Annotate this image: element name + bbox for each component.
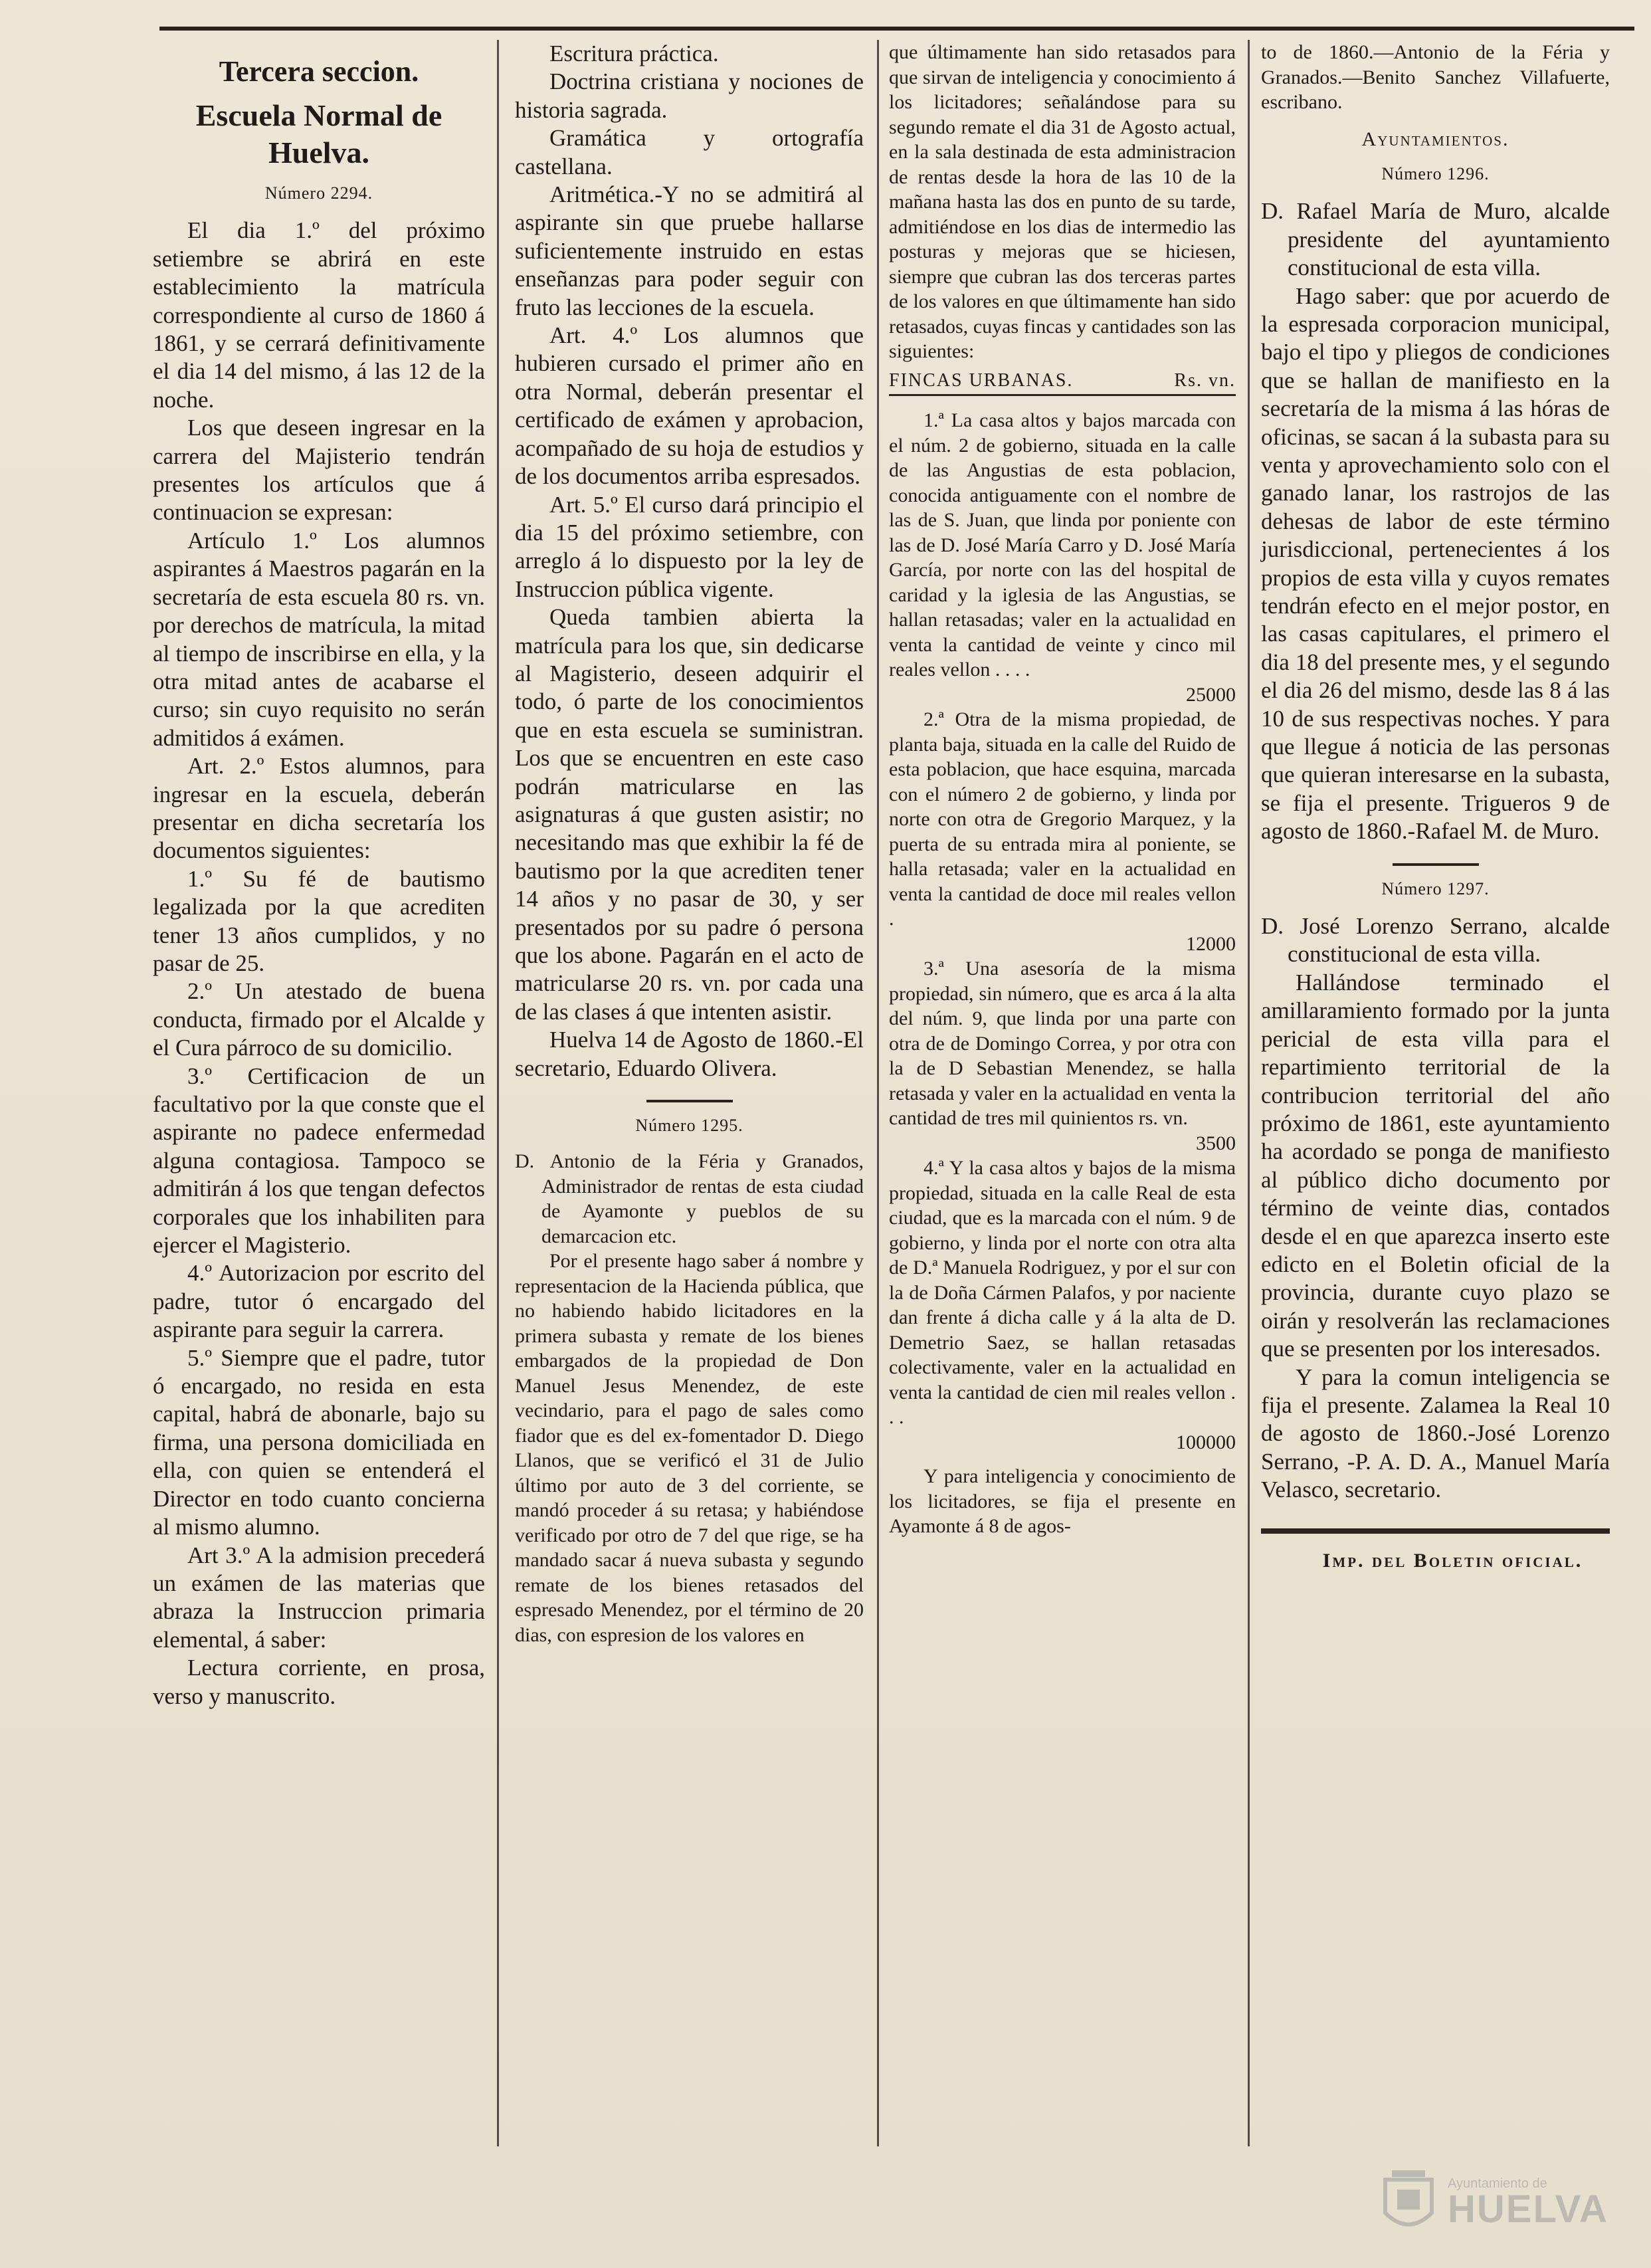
table-rule	[889, 394, 1236, 396]
separator-rule	[646, 1100, 733, 1102]
paragraph: que últimamente han sido retasados para que sirvan de inteligencia y conocimiento á los licitadores; señalándose para su segundo remate el dia 31 de Agosto actual, en la sala destinada de esta administracion de rentas desde la hora de las 10 de la mañana hasta las dos en punto de su tarde, admitiéndose en los dias de intermedio las posturas y mejoras que se hiciesen, siempre que cubran las dos terceras partes de los valores en que últimamente han sido retasados, cuyas fincas y cantidades son las siguientes:	[889, 41, 1236, 362]
amount-value: 25000	[1186, 683, 1236, 706]
notice-number: Número 2294.	[264, 183, 373, 203]
separator-rule	[1393, 863, 1479, 866]
paragraph: Art 3.º A la admision precederá un exámen de las materias que abraza la Instruccion primaria elemental, á saber:	[153, 1542, 485, 1653]
paragraph: El dia 1.º del próximo setiembre se abrirá en este establecimiento la matrícula correspondiente al curso de 1860 á 1861, y se cerrará definitivamente el dia 14 del mismo, á las 12 de la noche.	[153, 217, 485, 413]
column-2	[515, 40, 864, 1647]
notice-number: Número 1297.	[1381, 878, 1490, 898]
notice-number: Número 1296.	[1381, 163, 1490, 183]
imprint: Imp. del Boletin oficial.	[1322, 1549, 1583, 1572]
paragraph: 3.º Certificacion de un facultativo por la que conste que el aspirante no padece enfermedad alguna contagiosa. Tampoco se admitirán á los que tengan defectos corporales que los inhabiliten para ejercer el Magisterio.	[153, 1063, 485, 1259]
amount-value: 100000	[1176, 1431, 1236, 1453]
amount-row	[889, 932, 1236, 957]
paragraph: Escritura práctica.	[549, 41, 719, 66]
column-1	[153, 40, 485, 1710]
notice-heading: D. Rafael María de Muro, alcalde presidente del ayuntamiento constitucional de esta villa.	[1261, 198, 1610, 281]
paragraph: to de 1860.—Antonio de la Féria y Granados.—Benito Sanchez Villafuerte, escribano.	[1261, 41, 1610, 113]
paragraph: 4.º Autorizacion por escrito del padre, tutor ó encargado del aspirante para seguir la carrera.	[153, 1260, 485, 1343]
paragraph: Art. 4.º Los alumnos que hubieren cursado el primer año en otra Normal, deberán presentar el certificado de exámen y aprobacion, acompañado de su hoja de estudios y de los documentos arriba espresados.	[515, 322, 864, 490]
footer-rule	[1261, 1528, 1610, 1534]
paragraph: Lectura corriente, en prosa, verso y manuscrito.	[153, 1655, 485, 1709]
top-rule	[159, 27, 1634, 31]
paragraph: Doctrina cristiana y nociones de historia sagrada.	[515, 68, 864, 123]
column-4	[1261, 40, 1610, 1575]
paragraph: Hago saber: que por acuerdo de la espresada corporacion municipal, bajo el tipo y pliegos de condiciones que se hallan de manifiesto en la secretaría de la misma á las hóras de oficinas, se sacan á la subasta para su venta y aprovechamiento solo con el ganado lanar, los rastrojos de las dehesas de labor de este término jurisdiccional, pertenecientes á los propios de esta villa y cuyos remates tendrán efecto en el mejor postor, en las casas capitulares, el primero el dia 18 del presente mes, y el segundo el dia 26 del mismo, desde las 8 á las 10 de sus respectivas noches. Y para que llegue á noticia de las personas que quieran interesarse en la subasta, se fija el presente. Trigueros 9 de agosto de 1860.-Rafael M. de Muro.	[1261, 282, 1610, 845]
paragraph: Y para inteligencia y conocimiento de los licitadores, se fija el presente en Ayamonte á 8 de agos-	[889, 1465, 1236, 1537]
watermark-caption-small: Ayuntamiento de	[1448, 2176, 1547, 2191]
notice-heading: D. José Lorenzo Serrano, alcalde constitucional de esta villa.	[1261, 913, 1610, 968]
watermark-logo	[1379, 2163, 1631, 2243]
paragraph: Huelva 14 de Agosto de 1860.-El secretario, Eduardo Olivera.	[515, 1027, 864, 1081]
watermark-caption	[1448, 2177, 1608, 2229]
column-3	[889, 40, 1236, 1539]
paragraph: 1.º Su fé de bautismo legalizada por la que acrediten tener 13 años cumplidos, y no pasar de 25.	[153, 865, 485, 976]
paragraph: 2.º Un atestado de buena conducta, firmado por el Alcalde y el Cura párroco de su domicilio.	[153, 978, 485, 1061]
property-item: 1.ª La casa altos y bajos marcada con el núm. 2 de gobierno, situada en la calle de las Angustias de esta poblacion, conocida antiguamente con el nombre de las de S. Juan, que linda por poniente con las de D. José María Carro y D. José María García, por norte con las del hospital de caridad y la iglesia de las Angustias, se hallan retasadas; valer en la actualidad en venta la cantidad de veinte y cinco mil reales vellon . . . .	[889, 409, 1236, 680]
notice-number: Número 1295.	[635, 1116, 743, 1136]
table-header	[889, 368, 1236, 393]
paragraph: Gramática y ortografía castellana.	[515, 125, 864, 179]
section-ayuntamientos: Ayuntamientos.	[1361, 128, 1509, 150]
paragraph: Los que deseen ingresar en la carrera del Majisterio tendrán presentes los artículos que á continuacion se expresan:	[153, 415, 485, 526]
paragraph: 5.º Siempre que el padre, tutor ó encargado, no resida en esta capital, habrá de abonarle, bajo su firma, una persona domiciliada en ella, con quien se entenderá el Director en todo cuanto concierna al mismo alumno.	[153, 1344, 485, 1540]
amount-value: 3500	[1196, 1132, 1236, 1154]
crest-icon	[1379, 2166, 1438, 2239]
amount-row	[889, 682, 1236, 708]
paragraph: Artículo 1.º Los alumnos aspirantes á Maestros pagarán en la secretaría de esta escuela 80 rs. vn. por derechos de matrícula, la mitad al tiempo de inscribirse en ella, y la otra mitad antes de acabarse el curso; sin cuyo requisito no serán admitidos á exámen.	[153, 527, 485, 751]
notice-heading: D. Antonio de la Féria y Granados, Administrador de rentas de esta ciudad de Ayamonte y pueblos de su demarcacion etc.	[515, 1150, 864, 1247]
watermark-caption-big: HUELVA	[1448, 2188, 1608, 2231]
property-item: 4.ª Y la casa altos y bajos de la misma propiedad, situada en la calle Real de esta ciudad, que es la marcada con el núm. 9 de gobierno, y linda por el norte con otra alta de D.ª Manuela Rodriguez, y por el sur con la de Doña Cármen Palafos, y por naciente dan frente á dicha calle y á la alta de D. Demetrio Saez, se hallan retasadas colectivamente, valer en la actualidad en venta la cantidad de cien mil reales vellon . . .	[889, 1157, 1236, 1428]
amount-row	[889, 1430, 1236, 1455]
paragraph: Art. 2.º Estos alumnos, para ingresar en la escuela, deberán presentar en dicha secretaría los documentos siguientes:	[153, 753, 485, 864]
amount-value: 12000	[1186, 932, 1236, 955]
column-divider	[877, 40, 879, 2146]
paragraph: Y para la comun inteligencia se fija el presente. Zalamea la Real 10 de agosto de 1860.-José Lorenzo Serrano, -P. A. D. A., Manuel María Velasco, secretario.	[1261, 1364, 1610, 1503]
column-divider	[1248, 40, 1250, 2146]
section-title: Tercera seccion.	[219, 55, 419, 88]
column-divider	[497, 40, 499, 2146]
paragraph: Queda tambien abierta la matrícula para los que, sin dedicarse al Magisterio, deseen adquirir el todo, ó parte de los conocimientos que en esta escuela se suministran. Los que se encuentren en este caso podrán matricularse en las asignaturas á que gusten asistir; no necesitando mas que exhibir la fé de bautismo por la que acrediten tener 14 años y no pasar de 30, y ser presentados por su padre ó persona que los abone. Pagarán en el acto de matricularse 20 rs. vn. por cada una de las clases á que intenten asistir.	[515, 604, 864, 1025]
amount-row	[889, 1131, 1236, 1156]
table-unit: Rs. vn.	[1174, 369, 1236, 391]
paragraph: Por el presente hago saber á nombre y representacion de la Hacienda pública, que no habiendo habido licitadores en la primera subasta y remate de los bienes embargados de la propiedad de Don Manuel Jesus Menendez, de este vecindario, para el pago de sales como fiador que es del ex-fomentador D. Diego Llanos, que se verificó el 31 de Julio último por auto de 3 del corriente, se mandó proceder á su retasa; y habiéndose verificado por otro de 7 del que rige, se ha mandado sacar á nueva subasta y segundo remate de los bienes retasados del espresado Menendez, por el término de 20 dias, con espresion de los valores en	[515, 1250, 864, 1646]
paragraph: Hallándose terminado el amillaramiento formado por la junta pericial de esta villa para el repartimiento territorial de la contribucion territorial del año próximo de 1861, este ayuntamiento ha acordado se ponga de manifiesto al público dicho documento por término de veinte dias, contados desde el en que aparezca inserto este edicto en el Boletin oficial de la provincia, durante cuyo plazo se oirán y resolverán las reclamaciones que se presenten por los interesados.	[1261, 969, 1610, 1362]
school-title: Escuela Normal de Huelva.	[195, 98, 442, 169]
paragraph: Art. 5.º El curso dará principio el dia 15 del próximo setiembre, con arreglo á lo dispuesto por la ley de Instruccion pública vigente.	[515, 491, 864, 602]
property-item: 3.ª Una asesoría de la misma propiedad, sin número, que es arca á la alta del núm. 9, que linda por una parte con otra de de Domingo Correa, y por otra con la de D Sebastian Menendez, se halla retasada y valer en la actualidad en venta la cantidad de tres mil quinientos rs. vn.	[889, 958, 1236, 1129]
table-heading: FINCAS URBANAS.	[889, 369, 1074, 391]
paragraph: Aritmética.-Y no se admitirá al aspirante sin que pruebe hallarse suficientemente instruido en estas enseñanzas para poder seguir con fruto las lecciones de la escuela.	[515, 181, 864, 320]
property-item: 2.ª Otra de la misma propiedad, de planta baja, situada en la calle del Ruido de esta poblacion, que hace esquina, marcada con el número 2 de gobierno, y linda por norte con otra de Gregorio Marquez, y la puerta de su entrada mira al poniente, se halla retasada; valer en la actualidad en venta la cantidad de doce mil reales vellon .	[889, 708, 1236, 930]
